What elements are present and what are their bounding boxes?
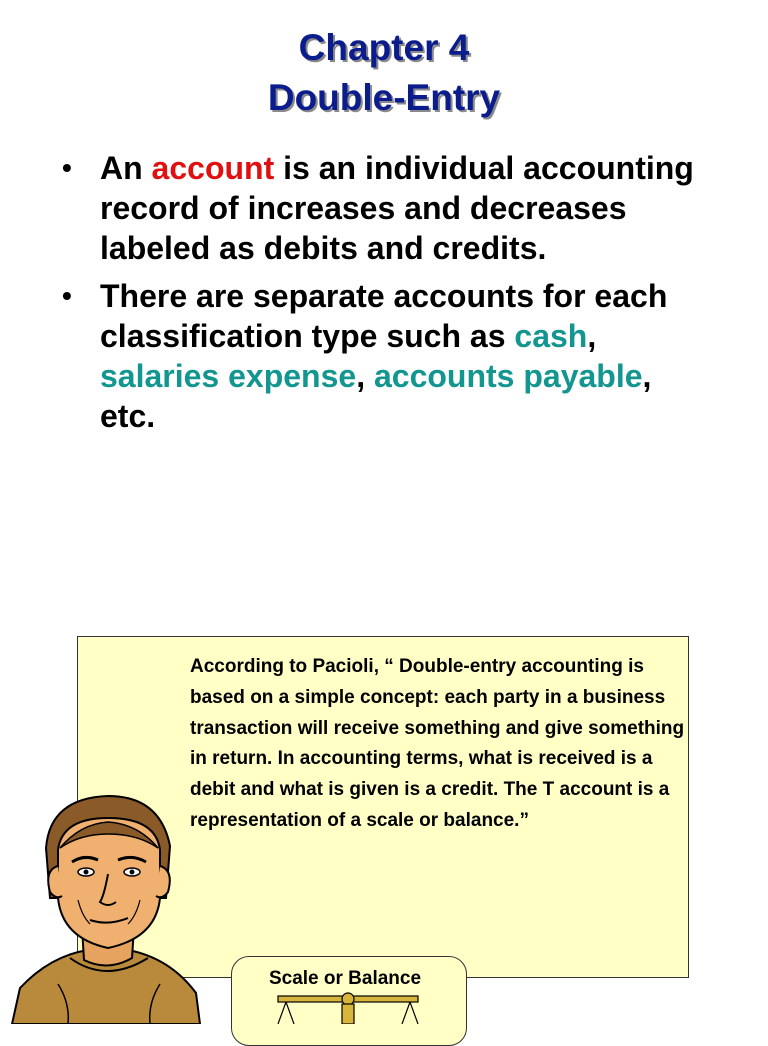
bullet-marker: • [62,152,72,183]
bullet-2-pre: There are separate accounts for each classification type such as [100,278,668,354]
title-line-1: Chapter 4 [298,27,470,68]
bullet-2-post: , etc. [100,358,652,434]
bullet-separate-accounts [58,276,698,436]
pacioli-quote: According to Pacioli, “ Double-entry accounting is based on a simple concept: each party in a business transaction will receive something and give something in return. In accounting terms, what is received is a debit and what is given is a credit. The T account is a representation of a scale or balance.” [190,656,685,831]
title-line-2: Double-Entry [267,77,501,118]
term-salaries-expense: salaries expense [100,358,357,394]
bullet-1-post: is an individual accounting record of increases and decreases labeled as debits and credits. [100,150,694,266]
bullet-account-definition [58,148,698,268]
term-cash: cash [514,318,588,354]
pacioli-portrait-icon [10,788,202,1024]
term-accounts-payable: accounts payable [373,358,643,394]
bullet-list [58,148,698,444]
bullet-marker: • [62,280,72,311]
separator: , [356,358,374,394]
term-account: account [151,150,275,186]
separator: , [587,318,597,354]
scale-label: Scale or Balance [268,968,422,989]
bullet-1-pre: An [100,150,152,186]
balance-scale-icon [268,992,428,1024]
